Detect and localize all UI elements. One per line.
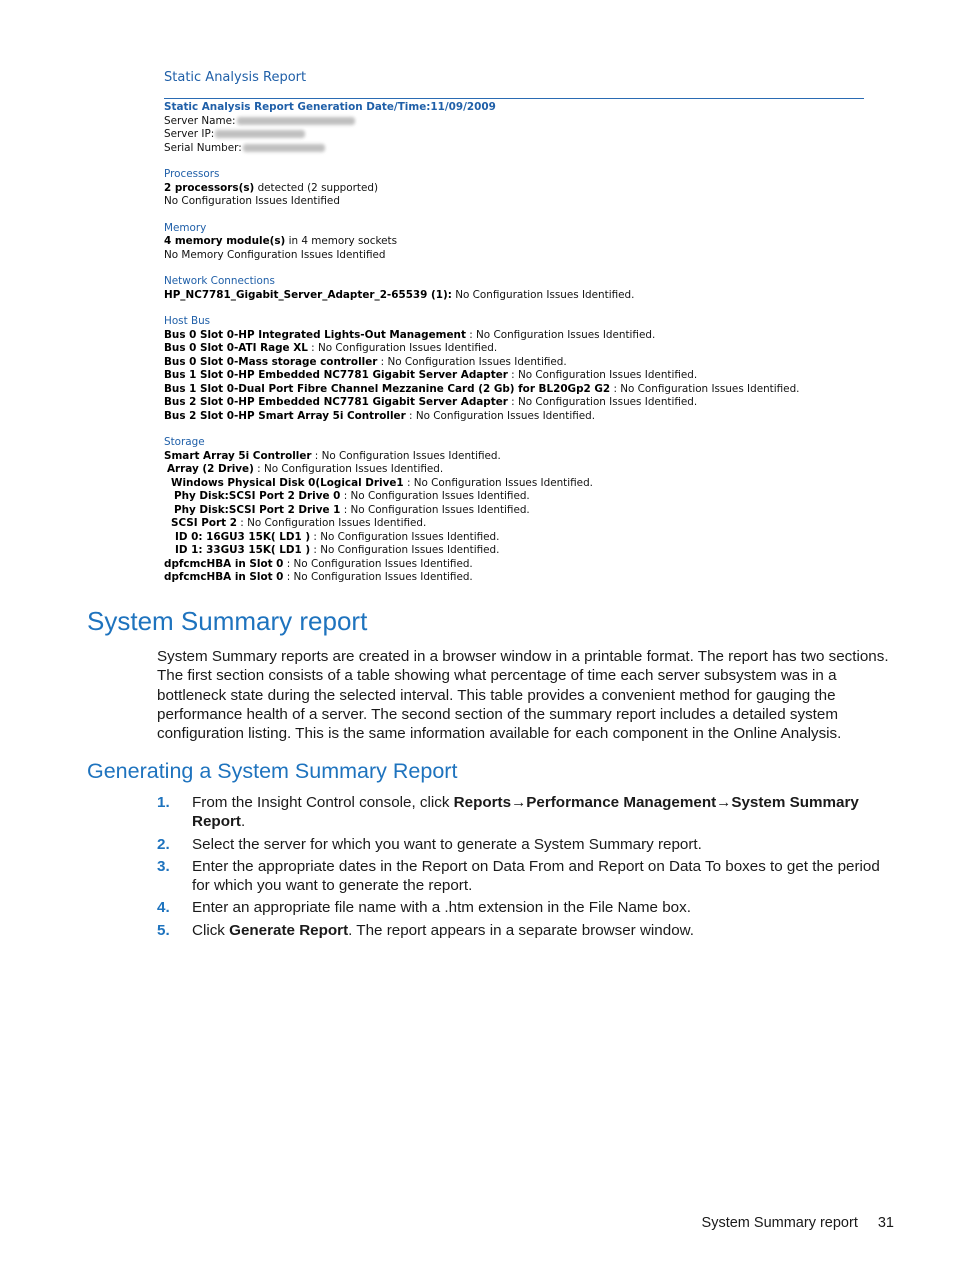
- host-bus-item: Bus 2 Slot 0-HP Embedded NC7781 Gigabit Server Adapter : No Configuration Issues Identified.: [164, 396, 698, 408]
- network-heading: Network Connections: [164, 275, 275, 287]
- menu-arrow-icon: →: [716, 794, 732, 811]
- report-divider: [164, 98, 864, 99]
- section-paragraph: System Summary reports are created in a browser window in a printable format. The report has two sections. The first section consists of a table showing what percentage of time each server subsystem was in a bottleneck state during the selected interval. This table provides a convenient method for gauging the performance health of a server. The second section of the summary report includes a detailed system configuration listing. This is the same information available for each component in the Online Analysis.: [157, 648, 889, 743]
- static-analysis-report-image: [164, 68, 864, 585]
- processors-detected: 2 processors(s) detected (2 supported): [164, 181, 379, 194]
- memory-heading: Memory: [164, 221, 207, 234]
- host-bus-item: Bus 2 Slot 0-HP Smart Array 5i Controller : No Configuration Issues Identified.: [164, 409, 596, 422]
- storage-item: dpfcmcHBA in Slot 0 : No Configuration Issues Identified.: [164, 557, 473, 570]
- storage-item: Windows Physical Disk 0(Logical Drive1 : No Configuration Issues Identified.: [171, 476, 593, 489]
- procedure-steps: [157, 793, 899, 943]
- processors-issues: No Configuration Issues Identified: [164, 195, 340, 207]
- step-item: 3. Enter the appropriate dates in the Report on Data From and Report on Data To boxes to get the period for which you want to generate the report.: [157, 857, 880, 895]
- redacted-value: [237, 117, 355, 125]
- host-bus-item: Bus 1 Slot 0-Dual Port Fibre Channel Mezzanine Card (2 Gb) for BL20Gp2 G2 : No Configuration Issues Identified.: [164, 382, 800, 395]
- step-number: 2.: [157, 835, 170, 853]
- host-bus-item: Bus 1 Slot 0-HP Embedded NC7781 Gigabit Server Adapter : No Configuration Issues Identified.: [164, 369, 698, 381]
- network-adapter: HP_NC7781_Gigabit_Server_Adapter_2-65539 (1): No Configuration Issues Identified.: [164, 288, 635, 301]
- section-heading: System Summary report: [87, 606, 368, 636]
- host-bus-item: Bus 0 Slot 0-HP Integrated Lights-Out Management : No Configuration Issues Identified.: [164, 328, 656, 341]
- step-item: 4. Enter an appropriate file name with a .htm extension in the File Name box.: [157, 899, 691, 917]
- redacted-value: [243, 144, 325, 152]
- storage-item: Phy Disk:SCSI Port 2 Drive 0 : No Configuration Issues Identified.: [174, 490, 530, 502]
- storage-item: Array (2 Drive) : No Configuration Issues Identified.: [167, 463, 444, 475]
- step-item: 5. Click Generate Report. The report appears in a separate browser window.: [157, 921, 694, 939]
- report-title: Static Analysis Report: [164, 70, 307, 85]
- step-item: 1. From the Insight Control console, click Reports→Performance Management→System Summary Report.: [157, 794, 859, 831]
- page-footer: [702, 1215, 894, 1231]
- step-number: 3.: [157, 857, 170, 875]
- step-number: 4.: [157, 899, 170, 917]
- serial-number-label: Serial Number:: [164, 141, 242, 154]
- host-bus-item: Bus 0 Slot 0-Mass storage controller : No Configuration Issues Identified.: [164, 355, 567, 368]
- menu-arrow-icon: →: [511, 794, 527, 811]
- server-ip-row: [164, 128, 864, 142]
- memory-modules: 4 memory module(s) in 4 memory sockets: [164, 235, 398, 247]
- server-name-label: Server Name:: [164, 114, 236, 127]
- memory-issues: No Memory Configuration Issues Identified: [164, 248, 386, 261]
- step-number: 5.: [157, 921, 170, 939]
- host-bus-heading: Host Bus: [164, 315, 211, 327]
- subsection-heading: Generating a System Summary Report: [87, 759, 458, 783]
- storage-item: SCSI Port 2 : No Configuration Issues Identified.: [171, 517, 427, 529]
- footer-label: System Summary report: [701, 1215, 858, 1231]
- storage-item: ID 0: 16GU3 15K( LD1 ) : No Configuration Issues Identified.: [175, 530, 500, 543]
- step-number: 1.: [157, 794, 170, 811]
- page-number: 31: [877, 1215, 894, 1231]
- processors-heading: Processors: [164, 168, 220, 180]
- report-generation-date: Static Analysis Report Generation Date/Time:11/09/2009: [164, 101, 496, 113]
- storage-item: dpfcmcHBA in Slot 0 : No Configuration Issues Identified.: [164, 571, 473, 583]
- storage-item: Smart Array 5i Controller : No Configuration Issues Identified.: [164, 449, 501, 462]
- redacted-value: [215, 130, 305, 138]
- host-bus-item: Bus 0 Slot 0-ATI Rage XL : No Configuration Issues Identified.: [164, 342, 498, 354]
- server-name-row: [164, 115, 864, 129]
- storage-item: ID 1: 33GU3 15K( LD1 ) : No Configuration Issues Identified.: [175, 544, 500, 556]
- storage-heading: Storage: [164, 436, 205, 448]
- storage-item: Phy Disk:SCSI Port 2 Drive 1 : No Configuration Issues Identified.: [174, 503, 530, 516]
- server-ip-label: Server IP:: [164, 128, 215, 140]
- serial-number-row: [164, 142, 864, 156]
- step-item: 2. Select the server for which you want to generate a System Summary report.: [157, 835, 702, 853]
